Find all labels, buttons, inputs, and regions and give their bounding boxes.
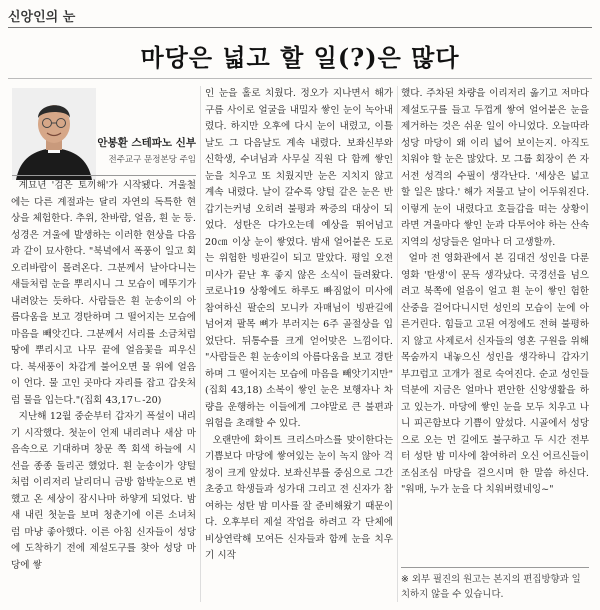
top-divider — [8, 27, 592, 28]
column-divider — [397, 86, 398, 602]
paragraph: 오랜만에 화이트 크리스마스를 맞이한다는 기쁨보다 마당에 쌓여있는 눈이 녹지 않아 걱정이 크게 앞섰다. 보좌신부를 중심으로 그간 초중고 학생들과 성가대 그리고 전 신자가 참여하는 성탄 밤 미사를 잘 준비해왔기 때문이다. 오후부터 제설 작업을 하려고 각 단체에 비상연락해 모여든 신자들과 함께 눈을 치우기 시작 — [205, 434, 393, 561]
paragraph: 얼마 전 영화관에서 본 김대건 성인을 다룬 영화 '탄생'이 문득 생각났다. 국경선을 넘으려고 북쪽에 얼음이 얼고 흰 눈이 쌓인 험한산중을 걸어다니시던 성인의 모습이 눈에 아른거린다. 힘들고 고된 여정에도 전혀 불평하지 않고 사제로서 신자들의 영혼 구원을 위해 목숨까지 내놓으신 성인을 생각하니 갑자기 부끄럽고 고개가 절로 숙여진다. 순교 성인들 덕분에 지금은 얼마나 편안한 신앙생활을 하고 있는가. 마당에 쌓인 눈을 모두 치우고 나니 피곤함보다 기쁨이 앞섰다. 시골에서 성당으로 오는 먼 길에도 불구하고 두 시간 전부터 성탄 밤 미사에 참여하러 오신 어르신들이 조심조심 마당을 걸으시며 한 말씀 하신다. "워매, 누가 눈을 다 치워버렸네잉~" — [401, 253, 589, 495]
article-headline: 마당은 넓고 할 일(?)은 많다 — [140, 43, 460, 72]
section-label: 신앙인의 눈 — [8, 10, 76, 25]
paragraph: 지난해 12월 중순부터 갑자기 폭설이 내리기 시작했다. 첫눈이 언제 내리려나 새삼 마음속으로 기대하며 창문 쪽 회색 하늘에 시선을 종종 돌리곤 했었다. 흰 눈송이가 양털처럼 이리저리 날리더니 금방 함박눈으로 변했고 온 세상이 잠시나마 하얗게 되었다. 밤새 내린 첫눈을 보며 청춘기에 이른 소녀처럼 마냥 좋아했다. 이른 아침 신자들이 성당에 도착하기 전에 제설도구를 찾아 성당 마당에 쌓 — [11, 411, 196, 571]
article-column-3 — [401, 86, 589, 499]
byline-divider — [12, 175, 196, 176]
article-column-2 — [205, 86, 393, 565]
headline-divider — [8, 78, 592, 79]
disclaimer-footnote: ※ 외부 필진의 원고는 본지의 편집방향과 일치하지 않을 수 있습니다. — [401, 567, 589, 602]
paragraph: 계묘년 '검은 토끼해'가 시작됐다. 겨울철에는 다른 계절과는 달리 자연의 독특한 현상을 체험한다. 추위, 찬바람, 얼음, 흰 눈 등. 성경은 겨울에 발생하는 이러한 현상을 다음과 같이 묘사한다. "북녘에서 폭풍이 일고 회오리바람이 몰려온다. 그분께서 날아다니는 새들처럼 눈을 뿌리시니 그 모습이 메뚜기가 내려앉는 듯하다. 사람들은 흰 눈송이의 아름다움을 보고 경탄하며 그 떨어지는 모습에 마음을 빼앗긴다. 그분께서 서리를 소금처럼 땅에 뿌리시고 나무 끝에 얼음꽃을 피우신다. 북새풍이 차갑게 불어오면 물 위에 얼음이 언다. 물 고인 곳마다 자리를 잡고 갑옷처럼 물을 입는다."(집회 43,17ㄴ-20) — [11, 180, 196, 406]
article-column-1 — [11, 178, 196, 574]
author-title: 전주교구 문정본당 주임 — [108, 155, 196, 165]
paragraph: 했다. 주차된 차량을 이리저리 옮기고 저마다 제설도구를 들고 두껍게 쌓여 얼어붙은 눈을 제거하는 것은 쉬운 일이 아니었다. 오늘따라 성당 마당이 왜 이리 넓어 보이는지. 아직도 치워야 할 눈은 많았다. 모 그룹 회장이 쓴 자서전 성격의 수필이 생각난다. '세상은 넓고 할 일은 많다.' 해가 저물고 날이 어두워진다. 이렇게 눈이 내렸다고 호들갑을 떠는 상황이라면 겨울마다 쌓인 눈과 다투어야 하는 산속 지역의 성당들은 얼마나 더 고생할까. — [401, 88, 589, 248]
paragraph: 인 눈을 홀로 치웠다. 정오가 지나면서 해가 구름 사이로 얼굴을 내밀자 쌓인 눈이 녹아내렸다. 하지만 오후에 다시 눈이 내렸고, 이틀날도 그 다음날도 계속 내렸다. 보좌신부와 신학생, 수녀님과 사무실 직원 다 함께 쌓인 눈을 치우고 또 치웠지만 눈은 지치지 않고 계속 내렸다. 날이 갈수록 양털 같은 눈은 반갑기는커녕 오히려 불평과 짜증의 대상이 되었다. 성탄은 다가오는데 예상을 뛰어넘고 20㎝ 이상 눈이 쌓였다. 밤새 얼어붙은 도로는 위험한 빙판길이 되고 말았다. 평일 오전 미사가 끝난 후 좋지 않은 소식이 들려왔다. 코로나19 상황에도 하루도 빠짐없이 미사에 참여하신 팔순의 모니카 자매님이 빙판길에 넘어져 팔목 뼈가 부러지는 6주 골절상을 입었단다. 뒤통수를 크게 얻어맞은 느낌이다. "사람들은 흰 눈송이의 아름다움을 보고 경탄하며 그 떨어지는 모습에 마음을 빼앗기지만"(집회 43,18) 소복이 쌓인 눈은 보행자나 차량을 운행하는 이들에게 그야말로 큰 불편과 위험을 초래할 수 있다. — [205, 88, 393, 429]
column-divider — [200, 86, 201, 602]
author-name: 안봉환 스테파노 신부 — [97, 137, 196, 149]
author-byline — [86, 135, 196, 165]
author-photo — [12, 88, 96, 180]
